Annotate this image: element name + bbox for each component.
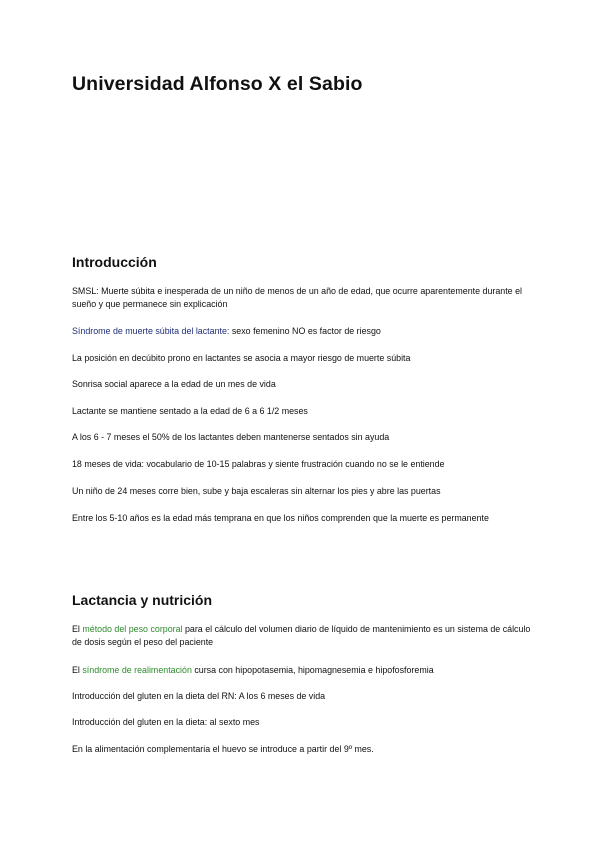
document-title: Universidad Alfonso X el Sabio [72,73,363,95]
paragraph [72,325,532,338]
highlighted-term: síndrome de realimentación [82,665,192,675]
paragraph: En la alimentación complementaria el huevo se introduce a partir del 9º mes. [72,744,374,754]
paragraph: Un niño de 24 meses corre bien, sube y baja escaleras sin alternar los pies y abre las puertas [72,486,441,496]
paragraph: Entre los 5-10 años es la edad más temprana en que los niños comprenden que la muerte es permanente [72,513,489,523]
section-heading-lactancia: Lactancia y nutrición [72,592,213,608]
paragraph-text: para el cálculo del volumen diario de líquido de mantenimiento es un sistema de cálculo de dosis según el peso del paciente [72,624,531,647]
highlighted-term: Síndrome de muerte súbita del lactante: [72,326,230,336]
paragraph: SMSL: Muerte súbita e inesperada de un niño de menos de un año de edad, que ocurre aparentemente durante el sueño y que permanece sin explicación [72,286,522,309]
paragraph: A los 6 - 7 meses el 50% de los lactantes deben mantenerse sentados sin ayuda [72,432,390,442]
highlighted-term: método del peso corporal [82,624,183,634]
paragraph-text: cursa con hipopotasemia, hipomagnesemia e hipofosforemia [191,665,434,675]
paragraph-text: sexo femenino NO es factor de riesgo [229,326,381,336]
paragraph-text: El [72,665,83,675]
paragraph: 18 meses de vida: vocabulario de 10-15 palabras y siente frustración cuando no se le entiende [72,459,445,469]
paragraph: Sonrisa social aparece a la edad de un mes de vida [72,379,276,389]
paragraph: La posición en decúbito prono en lactantes se asocia a mayor riesgo de muerte súbita [72,353,411,363]
paragraph [72,623,532,649]
paragraph: Introducción del gluten en la dieta del RN: A los 6 meses de vida [72,691,326,701]
paragraph: Introducción del gluten en la dieta: al sexto mes [72,717,260,727]
paragraph [72,664,532,677]
section-heading-introduccion: Introducción [72,254,157,270]
paragraph: Lactante se mantiene sentado a la edad de 6 a 6 1/2 meses [72,406,308,416]
paragraph-text: El [72,624,83,634]
